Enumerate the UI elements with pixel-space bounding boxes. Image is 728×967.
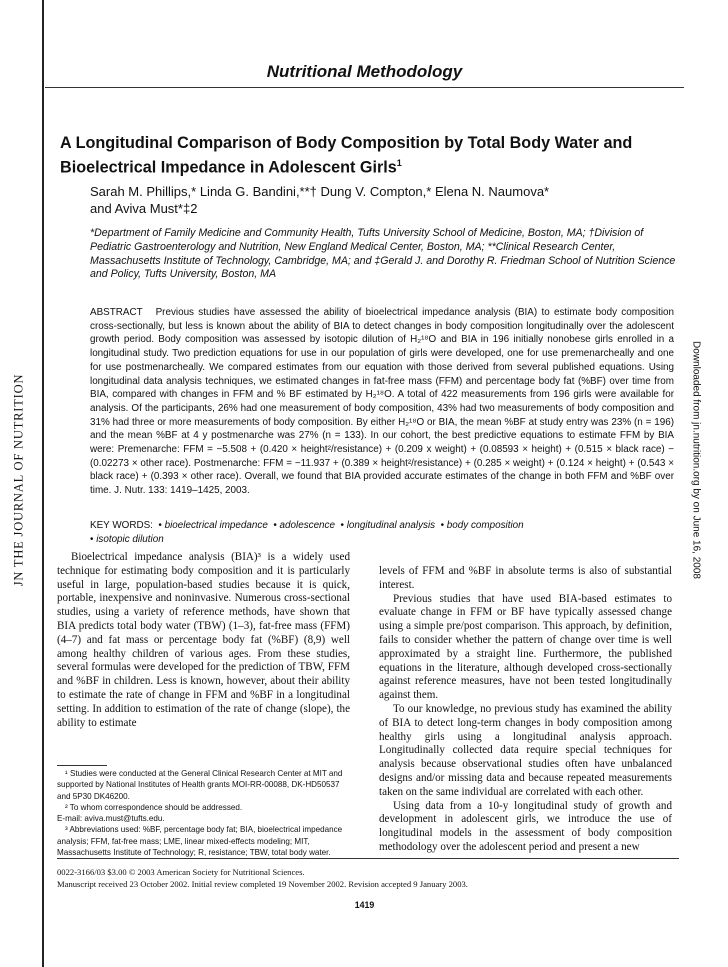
keyword-item: adolescence — [279, 520, 335, 531]
download-sidebar — [686, 341, 706, 579]
keyword-item: bioelectrical impedance — [164, 520, 268, 531]
publication-info — [57, 866, 679, 890]
paragraph: To our knowledge, no previous study has examined the ability of BIA to detect long-term changes in body composition among healthy girls using a longitudinal analysis approach. Longitudinally collected data require special techniques for analysis because observational studies often have unbalanced designs and/or missing data and because repeated measurements taken on the same individual are correlated with each other. — [379, 702, 672, 798]
affiliations: *Department of Family Medicine and Community Health, Tufts University School of Medicine, Boston, MA; †Division of Pediatric Gastroenterology and Nutrition, New England Medical Center, Boston, MA; **Clinical Research Center, Massachusetts Institute of Technology, Cambridge, MA; and ‡Gerald J. and Dorothy R. Friedman School of Nutrition Science and Policy, Tufts University, Boston, MA — [90, 227, 676, 281]
footnotes — [57, 768, 352, 858]
article-title — [60, 133, 680, 177]
abstract-label: ABSTRACT — [90, 307, 143, 318]
keyword-item: isotopic dilution — [96, 534, 164, 545]
paragraph: Using data from a 10-y longitudinal study of growth and development in adolescent girls, we introduce the use of longitudinal models in the assessment of body composition methodology over the adolescent period and present a new — [379, 799, 672, 853]
abstract-citation: J. Nutr. 133: 1419–1425, 2003. — [114, 485, 250, 497]
footnote-email: E-mail: aviva.must@tufts.edu. — [57, 814, 165, 824]
abstract-text: Previous studies have assessed the ability of bioelectrical impedance analysis (BIA) to estimate body composition cross-sectionally, but less is known about the ability of BIA to detect changes in body composition longitudinally over the adolescent growth period. Body composition was assessed by isotopic dilution of H₂¹⁸O and BIA in 196 initially nonobese girls enrolled in a longitudinal study. Two prediction equations for use in our population of girls were developed, one for use premenarcheally and one for use postmenarcheally. We compared estimates from our equation with those derived from several published equations. Using longitudinal data analysis techniques, we estimated changes in fat-free mass (FFM) and percentage body fat (%BF) over time from BIA, compared with changes in FFM and % BF estimated by H₂¹⁸O. A total of 422 measurements from 196 girls were available for analysis. Of the participants, 26% had one measurement of body composition, 43% had two measurements of body composition and 31% had three or more measurements of body composition. By either H₂¹⁸O or BIA, the mean %BF at study entry was 23% (n = 196) and the mean %BF at 4 y postmenarche was 27% (n = 133). In our cohort, the best predictive equations to estimate FFM by BIA were: Premenarche: FFM = −5.508 + (0.420 × height²/resistance) + (0.209 x weight) + (0.08593 × height) + (0.515 × black race) − (0.02273 × other race). Postmenarche: FFM = −11.937 + (0.389 × height²/resistance) + (0.285 × weight) + (0.124 × height) + (0.543 × black race) + (0.393 × other race). Overall, we found that BIA provided accurate estimates of the change in both FFM and %BF over time. — [90, 307, 675, 497]
footnote-2: ² To whom correspondence should be addressed. — [65, 802, 243, 812]
footer-rule — [57, 858, 679, 859]
title-footnote-mark: 1 — [396, 158, 402, 168]
journal-sidebar — [8, 360, 30, 600]
download-notice: Downloaded from jn.nutrition.org by on June 16, 2008 — [690, 341, 702, 579]
page-number: 1419 — [354, 900, 375, 910]
journal-mark: JN THE JOURNAL OF NUTRITION — [11, 373, 26, 587]
keywords-label: KEY WORDS: — [90, 520, 153, 531]
paragraph: Bioelectrical impedance analysis (BIA)³ is a widely used technique for estimating body composition and it is particularly useful in large, population-based studies because it is quick, portable, inexpensive and noninvasive. Numerous cross-sectional studies, using a variety of reference methods, have shown that BIA predicts total body water (TBW) (1–3), fat-free mass (FFM) (4–7) and fat mass or percentage body fat (%BF) (8,9) well among healthy children of various ages. From these studies, several formulas were developed for the prediction of TBW, FFM and %BF in children. Less is known, however, about their ability to estimate the rate of change in FFM and %BF in a longitudinal setting. In addition to estimation of the rate of change (slope), the ability to estimate — [57, 551, 350, 729]
paragraph: Previous studies that have used BIA-based estimates to evaluate change in FFM or BF have typically assessed change using a simple pre/post comparison. This approach, by definition, fails to consider whether the pattern of change over time is well approximated by a straight line. Furthermore, the published equations in the literature, although developed cross-sectionally against reference measures, have not been tested longitudinally against them. — [379, 592, 672, 702]
keyword-item: longitudinal analysis — [346, 520, 436, 531]
keywords: KEY WORDS: • bioelectrical impedance • adolescence • longitudinal analysis • body composition • isotopic dilution — [90, 520, 524, 545]
left-margin-rule — [42, 0, 44, 967]
manuscript-dates: Manuscript received 23 October 2002. Initial review completed 19 November 2002. Revision accepted 9 January 2003. — [57, 879, 468, 889]
issn-line: 0022-3166/03 $3.00 © 2003 American Society for Nutritional Sciences. — [57, 867, 305, 877]
abstract — [90, 306, 674, 498]
footnote-1: ¹ Studies were conducted at the General Clinical Research Center at MIT and supported by National Institutes of Health grants MOI-RR-00088, DK-HD50537 and 5P30 DK46200. — [57, 769, 343, 801]
body-column-right — [379, 565, 672, 855]
title-text: A Longitudinal Comparison of Body Composition by Total Body Water and Bioelectrical Impedance in Adolescent Girls — [60, 134, 633, 177]
header-rule — [45, 87, 684, 88]
authors-line-2: and Aviva Must*‡2 — [90, 201, 198, 216]
authors-line-1: Sarah M. Phillips,* Linda G. Bandini,**† Dung V. Compton,* Elena N. Naumova* — [90, 184, 550, 199]
keyword-item: body composition — [446, 520, 524, 531]
footnote-3: ³ Abbreviations used: %BF, percentage body fat; BIA, bioelectrical impedance analysis; FFM, fat-free mass; LME, linear mixed-effects modeling; MIT, Massachusetts Institute of Technology; R, resistance; TBW, total body water. — [57, 825, 343, 858]
section-header: Nutritional Methodology — [266, 62, 463, 81]
author-list — [90, 183, 680, 217]
footnote-rule — [57, 765, 107, 766]
paragraph: levels of FFM and %BF in absolute terms is also of substantial interest. — [379, 565, 672, 591]
body-column-left — [57, 551, 350, 730]
